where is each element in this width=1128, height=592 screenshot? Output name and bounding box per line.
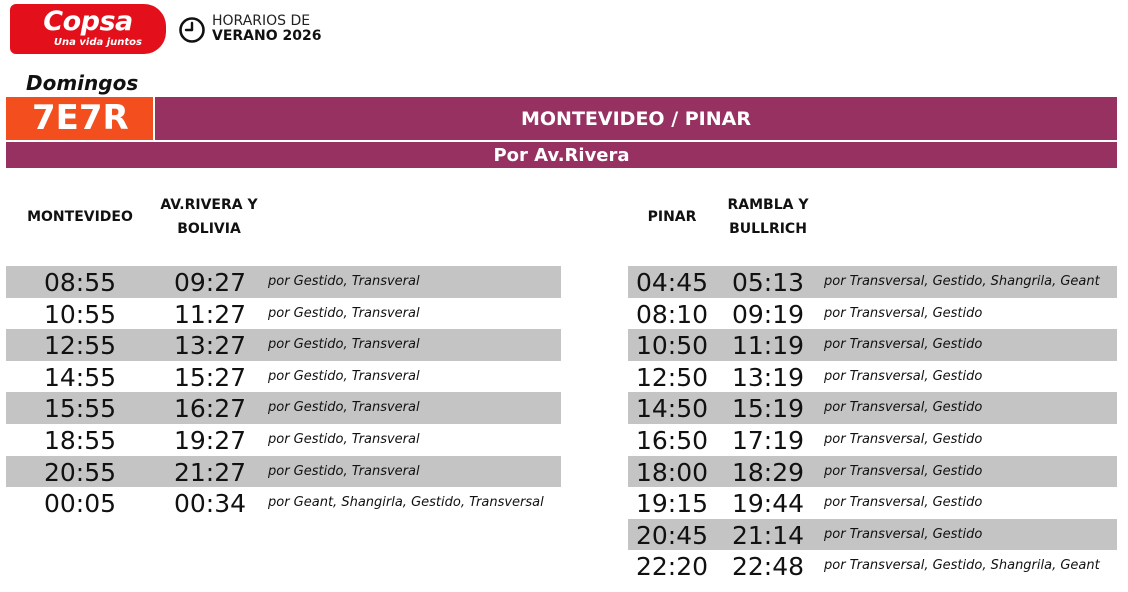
stop-time: 16:27 (173, 394, 247, 424)
table-row (628, 392, 1117, 424)
season-line1: HORARIOS DE (212, 13, 311, 29)
clock-icon (178, 16, 206, 44)
stop-time: 05:13 (731, 268, 805, 297)
table-row (6, 424, 561, 456)
table-row (6, 456, 561, 488)
table-row (628, 266, 1117, 298)
table-row (628, 329, 1117, 361)
logo-tagline: Una vida juntos (53, 37, 142, 48)
route-via-note: por Gestido, Transveral (268, 274, 420, 289)
header-pinar: PINAR (647, 209, 697, 225)
outbound-schedule-table (6, 266, 561, 519)
departure-time: 22:20 (635, 552, 709, 582)
stop-time: 21:14 (731, 520, 805, 550)
departure-time: 15:55 (43, 394, 117, 424)
route-code: 7E7R (6, 97, 153, 140)
table-row (628, 550, 1117, 582)
route-via-note: por Transversal, Gestido (824, 305, 983, 321)
route-via-note: por Transversal, Gestido (824, 526, 983, 542)
route-via-note: por Gestido, Transveral (268, 337, 420, 353)
departure-time: 14:50 (635, 394, 709, 424)
route-via-note: por Transversal, Gestido, Shangrila, Geant (824, 558, 1100, 574)
table-row (628, 519, 1117, 551)
table-row (628, 424, 1117, 456)
departure-time: 12:55 (43, 331, 117, 361)
route-via-note: por Gestido, Transveral (268, 431, 420, 447)
stop-time: 22:48 (731, 552, 805, 582)
route-name: MONTEVIDEO / PINAR (155, 97, 1117, 140)
table-row (628, 361, 1117, 393)
stop-time: 21:27 (173, 457, 247, 487)
route-via-note: por Transversal, Gestido (824, 495, 983, 511)
route-via-note: por Gestido, Transveral (268, 400, 420, 416)
departure-time: 04:45 (635, 268, 709, 297)
copsa-logo (10, 4, 166, 54)
season-label (212, 14, 321, 44)
header-montevideo: MONTEVIDEO (27, 209, 133, 225)
departure-time: 14:55 (43, 362, 117, 392)
stop-time: 11:19 (731, 331, 805, 361)
stop-time: 19:44 (731, 489, 805, 519)
inbound-schedule-table (628, 266, 1117, 582)
route-via-note: por Transversal, Gestido (824, 337, 983, 353)
departure-time: 18:00 (635, 457, 709, 487)
departure-time: 12:50 (635, 362, 709, 392)
stop-time: 13:19 (731, 362, 805, 392)
stop-time: 13:27 (173, 331, 247, 361)
table-row (628, 456, 1117, 488)
season-line2: VERANO 2026 (212, 28, 322, 44)
route-via-note: por Gestido, Transveral (268, 305, 420, 321)
stop-time: 15:19 (731, 394, 805, 424)
route-via-note: por Transversal, Gestido (824, 400, 983, 416)
route-via-note: por Transversal, Gestido (824, 368, 983, 384)
departure-time: 19:15 (635, 489, 709, 519)
table-row (628, 298, 1117, 330)
day-label: Domingos (26, 71, 139, 95)
route-via-note: por Gestido, Transveral (268, 463, 420, 479)
logo-wordmark: Copsa (43, 6, 133, 37)
route-via-note: por Transversal, Gestido (824, 463, 983, 479)
departure-time: 20:55 (43, 457, 117, 487)
departure-time: 10:55 (43, 299, 117, 329)
table-row (6, 329, 561, 361)
stop-time: 00:34 (173, 489, 247, 519)
departure-time: 16:50 (635, 425, 709, 455)
table-row (6, 361, 561, 393)
departure-time: 00:05 (43, 489, 117, 519)
table-row (6, 266, 561, 298)
route-via-note: por Transversal, Gestido, Shangrila, Geant (824, 274, 1100, 289)
header-rambla-bullrich: RAMBLA Y BULLRICH (727, 197, 809, 237)
route-via-note: por Gestido, Transveral (268, 368, 420, 384)
stop-time: 18:29 (731, 457, 805, 487)
departure-time: 10:50 (635, 331, 709, 361)
route-via-note: por Geant, Shangirla, Gestido, Transversal (268, 495, 544, 511)
table-row (6, 487, 561, 519)
route-via-note: por Transversal, Gestido (824, 431, 983, 447)
departure-time: 08:55 (43, 268, 117, 297)
route-via: Por Av.Rivera (6, 142, 1117, 168)
table-row (6, 392, 561, 424)
stop-time: 09:19 (731, 299, 805, 329)
header-av-rivera-bolivia: AV.RIVERA Y BOLIVIA (160, 197, 258, 237)
stop-time: 17:19 (731, 425, 805, 455)
departure-time: 08:10 (635, 299, 709, 329)
stop-time: 11:27 (173, 299, 247, 329)
table-row (628, 487, 1117, 519)
stop-time: 09:27 (173, 268, 247, 297)
departure-time: 20:45 (635, 520, 709, 550)
table-row (6, 298, 561, 330)
stop-time: 19:27 (173, 425, 247, 455)
departure-time: 18:55 (43, 425, 117, 455)
stop-time: 15:27 (173, 362, 247, 392)
